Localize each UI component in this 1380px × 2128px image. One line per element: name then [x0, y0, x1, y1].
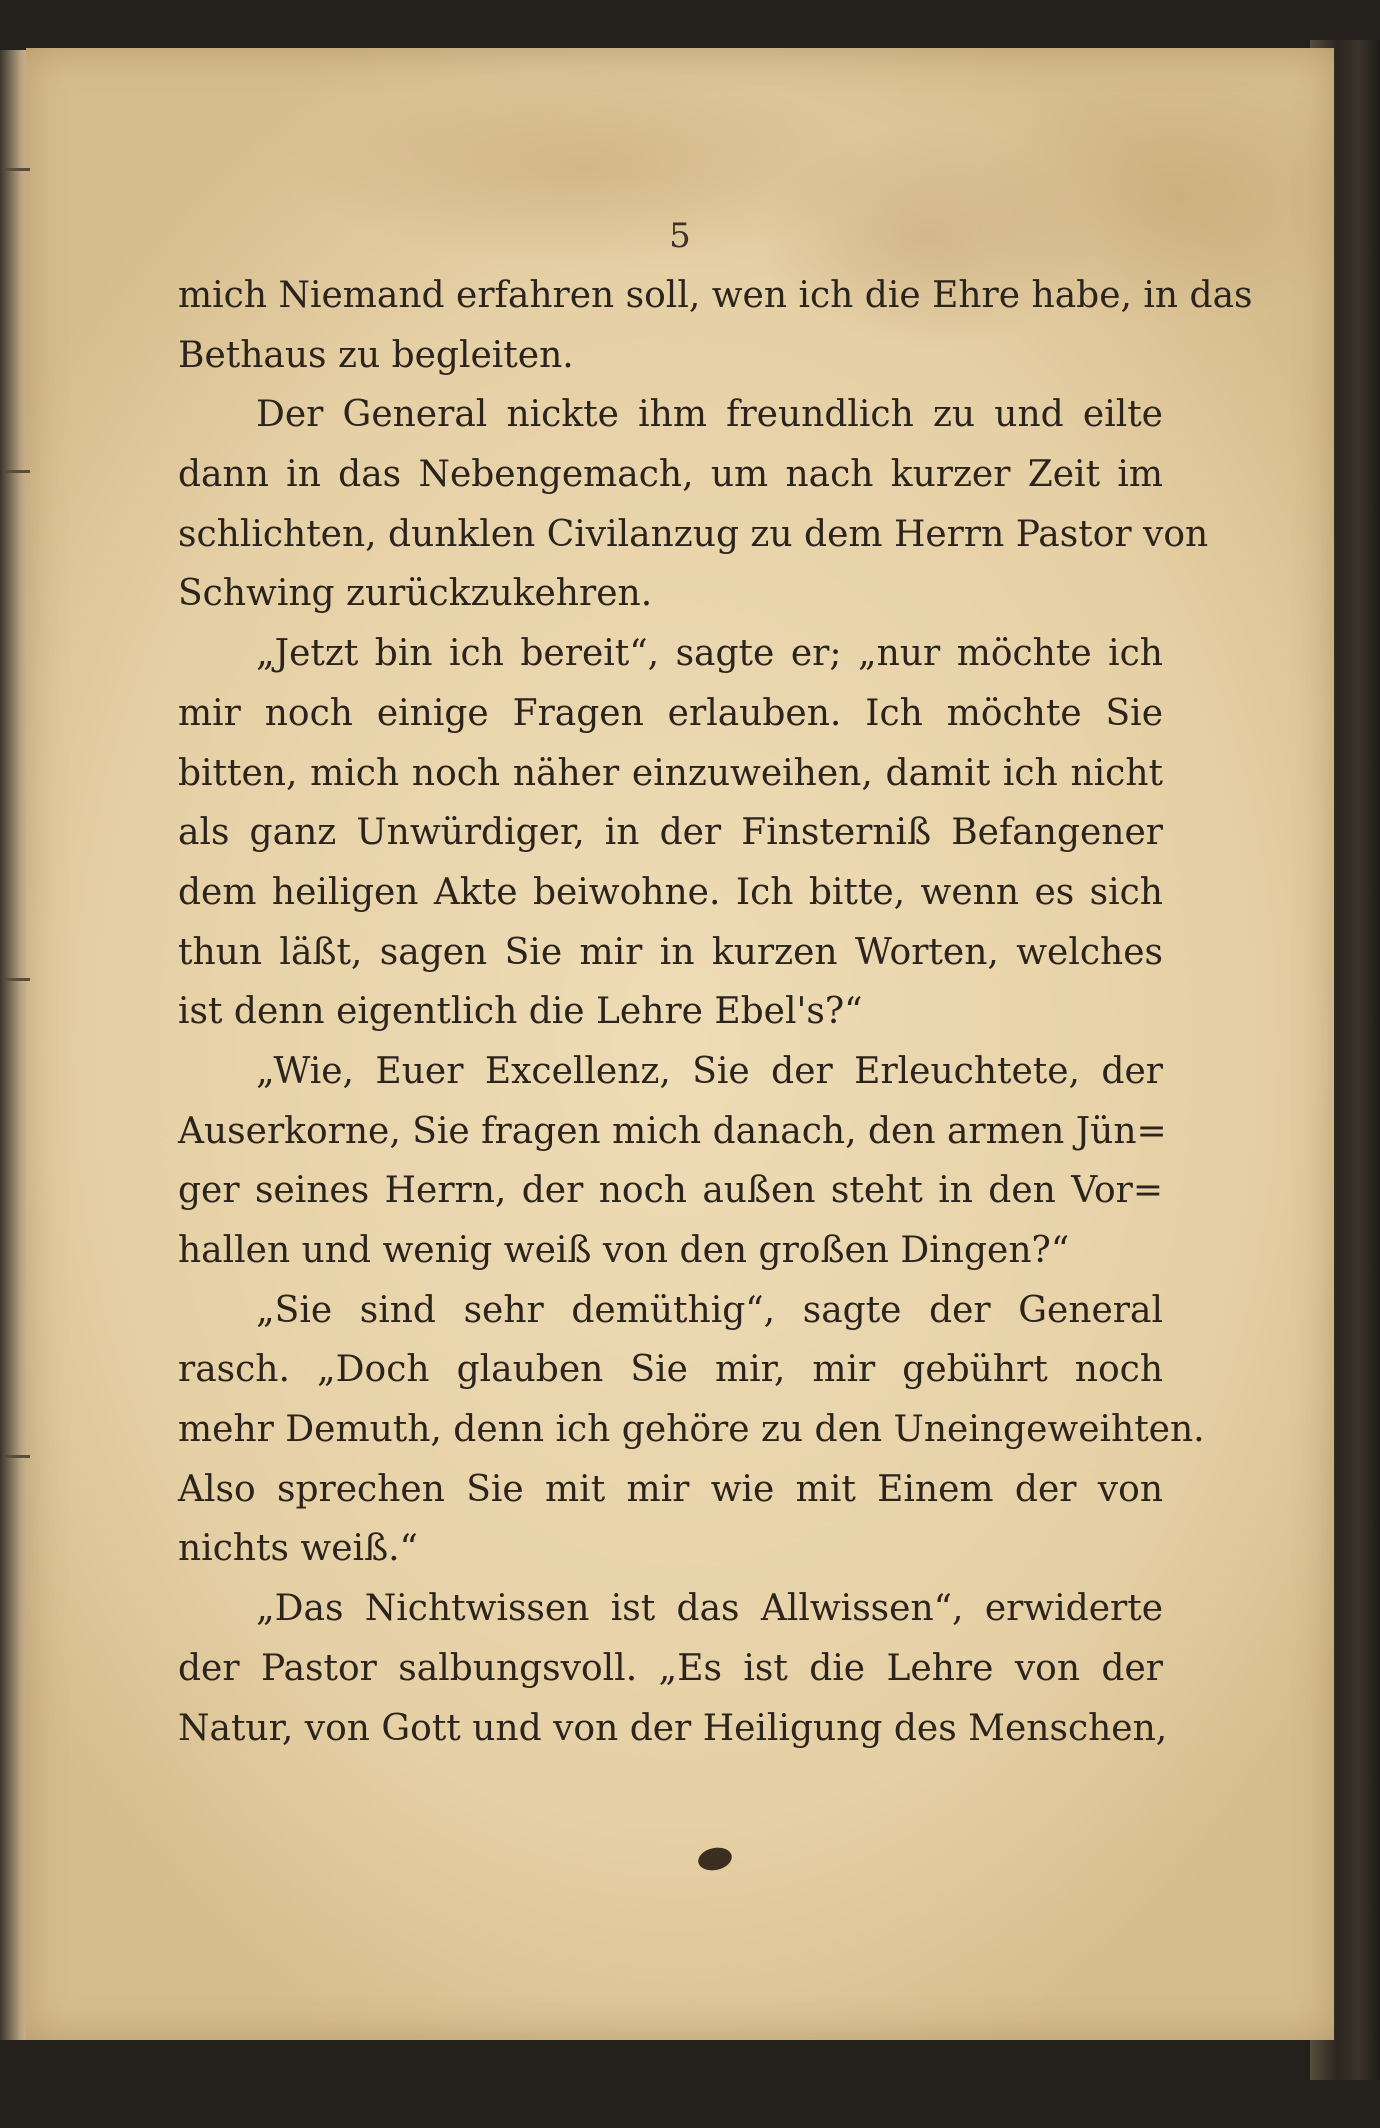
- text-line: ist denn eigentlich die Lehre Ebel's?“: [178, 991, 863, 1033]
- book-page: [26, 48, 1334, 2040]
- text-line: hallen und wenig weiß von den großen Dingen?“: [178, 1230, 1070, 1271]
- ink-blot: [696, 1845, 734, 1874]
- text-line: dem heiligen Akte beiwohne. Ich bitte, wenn es sich: [178, 871, 1163, 913]
- text-line: mich Niemand erfahren soll, wen ich die Ehre habe, in das: [178, 275, 1253, 316]
- page-number: 5: [669, 216, 691, 256]
- text-line: dann in das Nebengemach, um nach kurzer Zeit im: [178, 454, 1163, 496]
- text-line: Schwing zurückzukehren.: [178, 573, 653, 615]
- edge-mark: [4, 168, 30, 171]
- edge-mark: [4, 1455, 30, 1458]
- text-line: schlichten, dunklen Civilanzug zu dem Herrn Pastor von: [178, 513, 1209, 555]
- text-line: „Wie, Euer Excellenz, Sie der Erleuchtete, der: [256, 1050, 1163, 1092]
- text-line: „Sie sind sehr demüthig“, sagte der General: [256, 1289, 1163, 1331]
- text-line: bitten, mich noch näher einzuweihen, damit ich nicht: [178, 752, 1163, 794]
- text-line: mehr Demuth, denn ich gehöre zu den Uneingeweihten.: [178, 1409, 1205, 1451]
- text-line: rasch. „Doch glauben Sie mir, mir gebührt noch: [178, 1349, 1163, 1391]
- text-line: mir noch einige Fragen erlauben. Ich möchte Sie: [178, 692, 1163, 734]
- text-line: thun läßt, sagen Sie mir in kurzen Worten, welches: [178, 931, 1163, 973]
- text-line: Also sprechen Sie mit mir wie mit Einem der von: [178, 1468, 1163, 1510]
- text-line: Bethaus zu begleiten.: [178, 334, 574, 376]
- text-line: als ganz Unwürdiger, in der Finsterniß Befangener: [178, 812, 1163, 854]
- edge-mark: [4, 470, 30, 473]
- text-line: nichts weiß.“: [178, 1528, 418, 1570]
- text-line: Der General nickte ihm freundlich zu und eilte: [256, 394, 1163, 436]
- text-line: Auserkorne, Sie fragen mich danach, den armen Jün=: [178, 1110, 1167, 1152]
- body-text: [178, 266, 1253, 1758]
- text-line: der Pastor salbungsvoll. „Es ist die Lehre von der: [178, 1647, 1163, 1689]
- text-line: ger seines Herrn, der noch außen steht in den Vor=: [178, 1170, 1163, 1212]
- text-line: „Das Nichtwissen ist das Allwissen“, erwiderte: [256, 1588, 1163, 1630]
- text-line: „Jetzt bin ich bereit“, sagte er; „nur möchte ich: [256, 633, 1163, 675]
- text-line: Natur, von Gott und von der Heiligung des Menschen,: [178, 1707, 1168, 1749]
- edge-mark: [4, 978, 30, 981]
